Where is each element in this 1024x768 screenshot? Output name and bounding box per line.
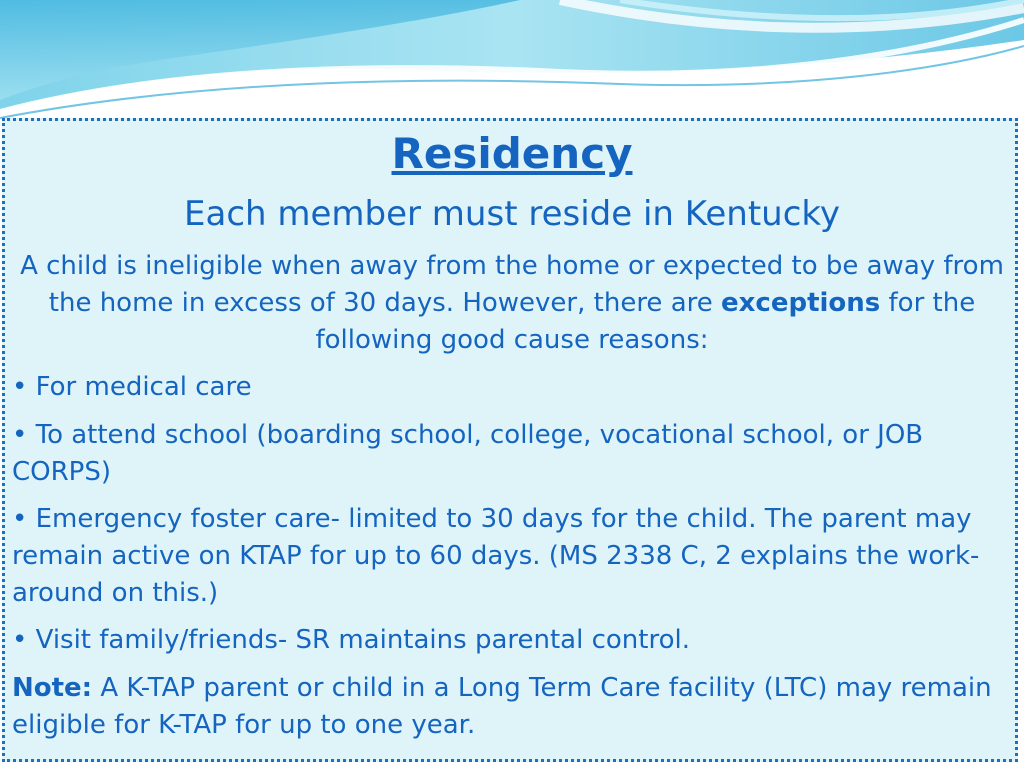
bullet-medical-care: • For medical care bbox=[12, 372, 252, 402]
bullet-attend-school: • To attend school (boarding school, college, vocational school, or JOB CORPS) bbox=[12, 420, 924, 487]
note-label: Note: bbox=[12, 673, 93, 703]
intro-text-bold: exceptions bbox=[721, 288, 881, 318]
bullet-visit-family: • Visit family/friends- SR maintains parental control. bbox=[12, 625, 690, 655]
slide-title: Residency bbox=[391, 129, 633, 178]
bullet-emergency-foster-care: • Emergency foster care- limited to 30 days for the child. The parent may remain active on KTAP for up to 60 days. (MS 2338 C, 2 explains the work-around on this.) bbox=[12, 504, 980, 608]
note-text: A K-TAP parent or child in a Long Term Care facility (LTC) may remain eligible for K-TAP for up to one year. bbox=[12, 673, 992, 740]
intro-text-after: for the following good cause reasons: bbox=[315, 288, 976, 355]
header-wave-decoration bbox=[0, 0, 1024, 120]
note-paragraph bbox=[12, 670, 1012, 744]
intro-paragraph bbox=[14, 248, 1010, 359]
slide-subtitle: Each member must reside in Kentucky bbox=[184, 194, 840, 234]
intro-text-before: A child is ineligible when away from the home or expected to be away from the home in excess of 30 days. However, there are bbox=[20, 251, 1004, 318]
